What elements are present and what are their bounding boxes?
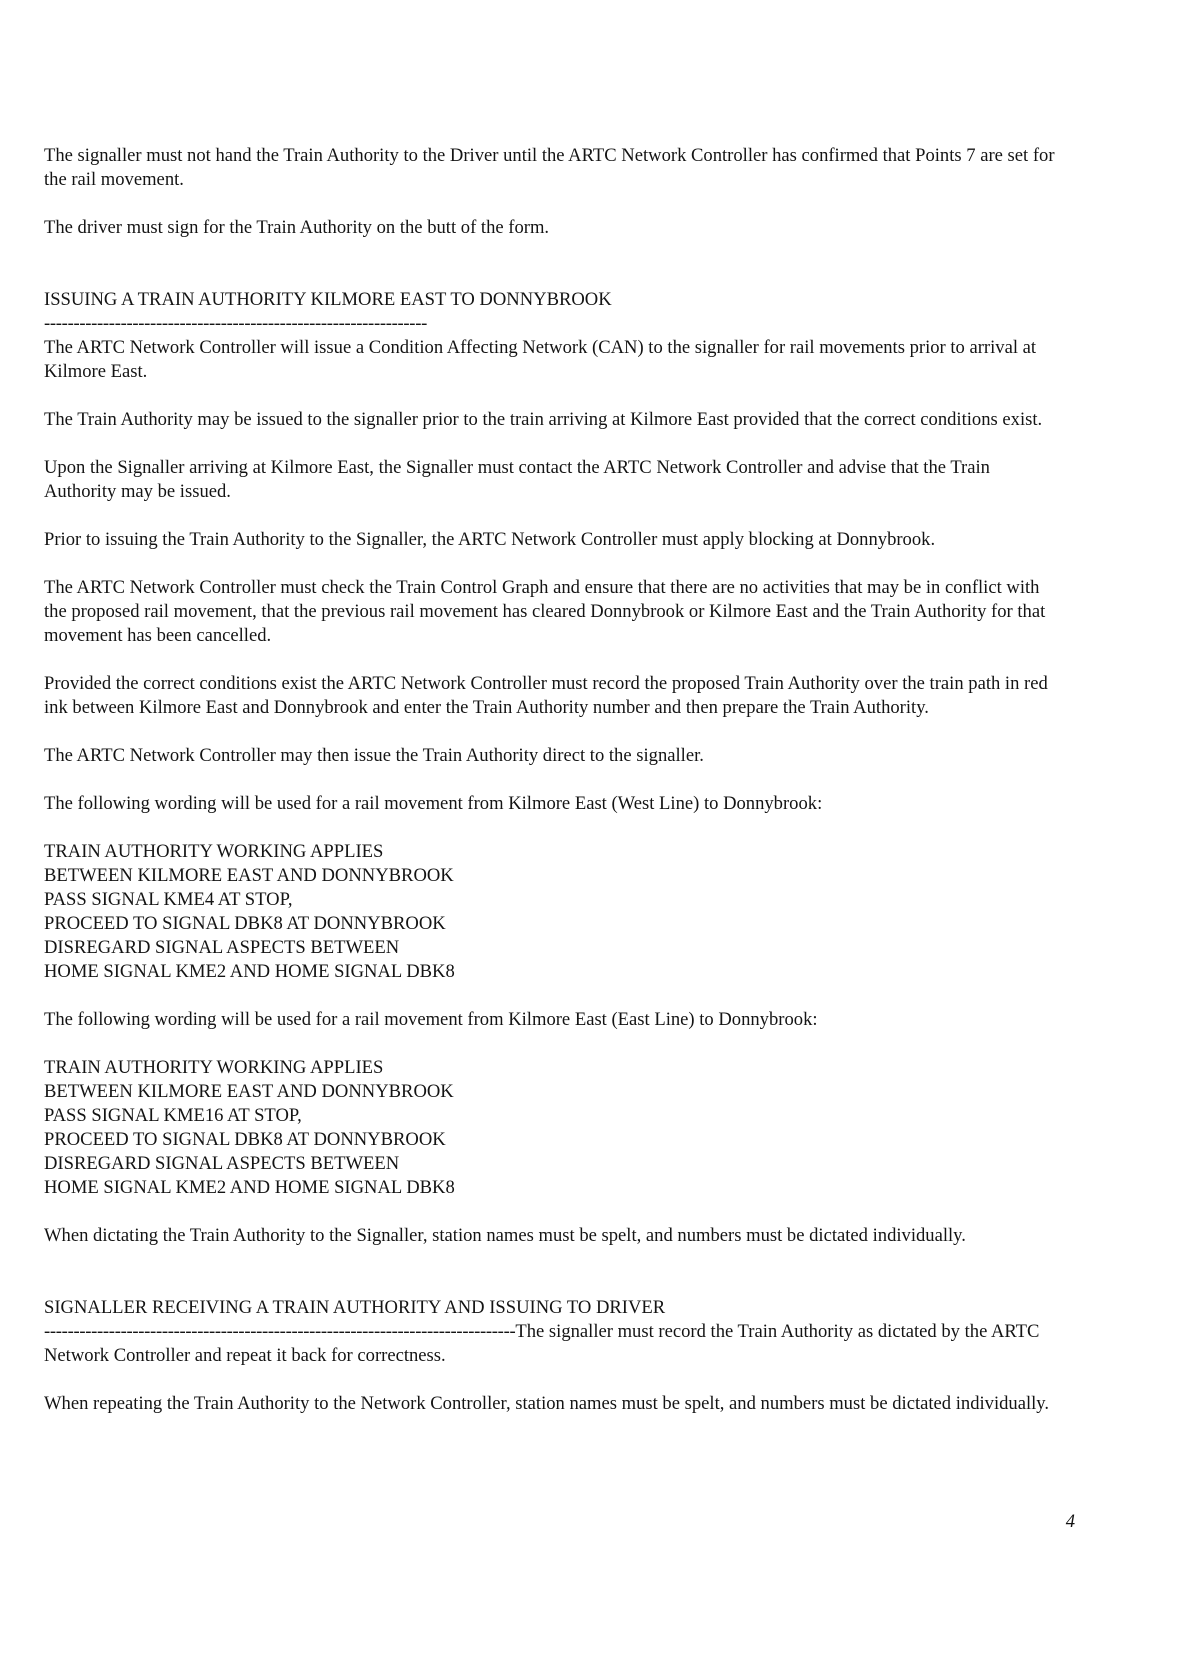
paragraph-signaller-record: [44, 1320, 1064, 1368]
section-rule-issuing: -----------------------------------------------------------------: [44, 313, 427, 334]
wording-line: PROCEED TO SIGNAL DBK8 AT DONNYBROOK: [44, 913, 446, 934]
wording-line: HOME SIGNAL KME2 AND HOME SIGNAL DBK8: [44, 1177, 455, 1198]
wording-line: PROCEED TO SIGNAL DBK8 AT DONNYBROOK: [44, 1129, 446, 1150]
page-content: [44, 144, 1064, 1440]
paragraph-west-line-intro: The following wording will be used for a rail movement from Kilmore East (West Line) to Donnybrook:: [44, 793, 823, 814]
wording-line: TRAIN AUTHORITY WORKING APPLIES: [44, 1057, 384, 1078]
section-heading-signaller-receiving: SIGNALLER RECEIVING A TRAIN AUTHORITY AND ISSUING TO DRIVER: [44, 1297, 666, 1318]
section-heading-issuing: ISSUING A TRAIN AUTHORITY KILMORE EAST TO DONNYBROOK: [44, 289, 612, 310]
wording-line: TRAIN AUTHORITY WORKING APPLIES: [44, 841, 384, 862]
paragraph-issue-direct: The ARTC Network Controller may then issue the Train Authority direct to the signaller.: [44, 745, 704, 766]
paragraph-issued-prior: The Train Authority may be issued to the signaller prior to the train arriving at Kilmore East provided that the correct conditions exist.: [44, 409, 1043, 430]
paragraph-points-confirmation: The signaller must not hand the Train Authority to the Driver until the ARTC Network Controller has confirmed that Points 7 are set for the rail movement.: [44, 145, 1060, 190]
west-line-wording: [44, 840, 1064, 984]
paragraph-signaller-arriving: Upon the Signaller arriving at Kilmore East, the Signaller must contact the ARTC Network Controller and advise that the Train Authority may be issued.: [44, 457, 994, 502]
paragraph-can: The ARTC Network Controller will issue a Condition Affecting Network (CAN) to the signaller for rail movements prior to arrival at Kilmore East.: [44, 337, 1041, 382]
paragraph-east-line-intro: The following wording will be used for a rail movement from Kilmore East (East Line) to Donnybrook:: [44, 1009, 818, 1030]
wording-line: PASS SIGNAL KME4 AT STOP,: [44, 889, 293, 910]
page-number: 4: [1065, 1511, 1075, 1532]
paragraph-train-control-graph: The ARTC Network Controller must check the Train Control Graph and ensure that there are no activities that may be in conflict with the proposed rail movement, that the previous rail movement has cleared Donnybrook or Kilmore East and the Train Authority for that movement has been cancelled.: [44, 577, 1050, 646]
wording-line: DISREGARD SIGNAL ASPECTS BETWEEN: [44, 937, 400, 958]
paragraph-dictating-note: When dictating the Train Authority to the Signaller, station names must be spelt, and numbers must be dictated individually.: [44, 1225, 966, 1246]
wording-line: BETWEEN KILMORE EAST AND DONNYBROOK: [44, 1081, 454, 1102]
east-line-wording: [44, 1056, 1064, 1200]
paragraph-blocking: Prior to issuing the Train Authority to the Signaller, the ARTC Network Controller must apply blocking at Donnybrook.: [44, 529, 936, 550]
paragraph-driver-sign: The driver must sign for the Train Authority on the butt of the form.: [44, 217, 550, 238]
paragraph-red-ink: Provided the correct conditions exist the ARTC Network Controller must record the proposed Train Authority over the train path in red ink between Kilmore East and Donnybrook and enter the Train Authority number and then prepare the Train Authority.: [44, 673, 1053, 718]
paragraph-repeating-note: When repeating the Train Authority to the Network Controller, station names must be spelt, and numbers must be dictated individually.: [44, 1393, 1050, 1414]
wording-line: HOME SIGNAL KME2 AND HOME SIGNAL DBK8: [44, 961, 455, 982]
wording-line: PASS SIGNAL KME16 AT STOP,: [44, 1105, 302, 1126]
signaller-record-text: The signaller must record the Train Authority as dictated by the ARTC Network Controller and repeat it back for correctness.: [44, 1321, 1045, 1366]
section-rule-receiving: --------------------------------------------------------------------------------: [44, 1321, 516, 1342]
wording-line: BETWEEN KILMORE EAST AND DONNYBROOK: [44, 865, 454, 886]
wording-line: DISREGARD SIGNAL ASPECTS BETWEEN: [44, 1153, 400, 1174]
